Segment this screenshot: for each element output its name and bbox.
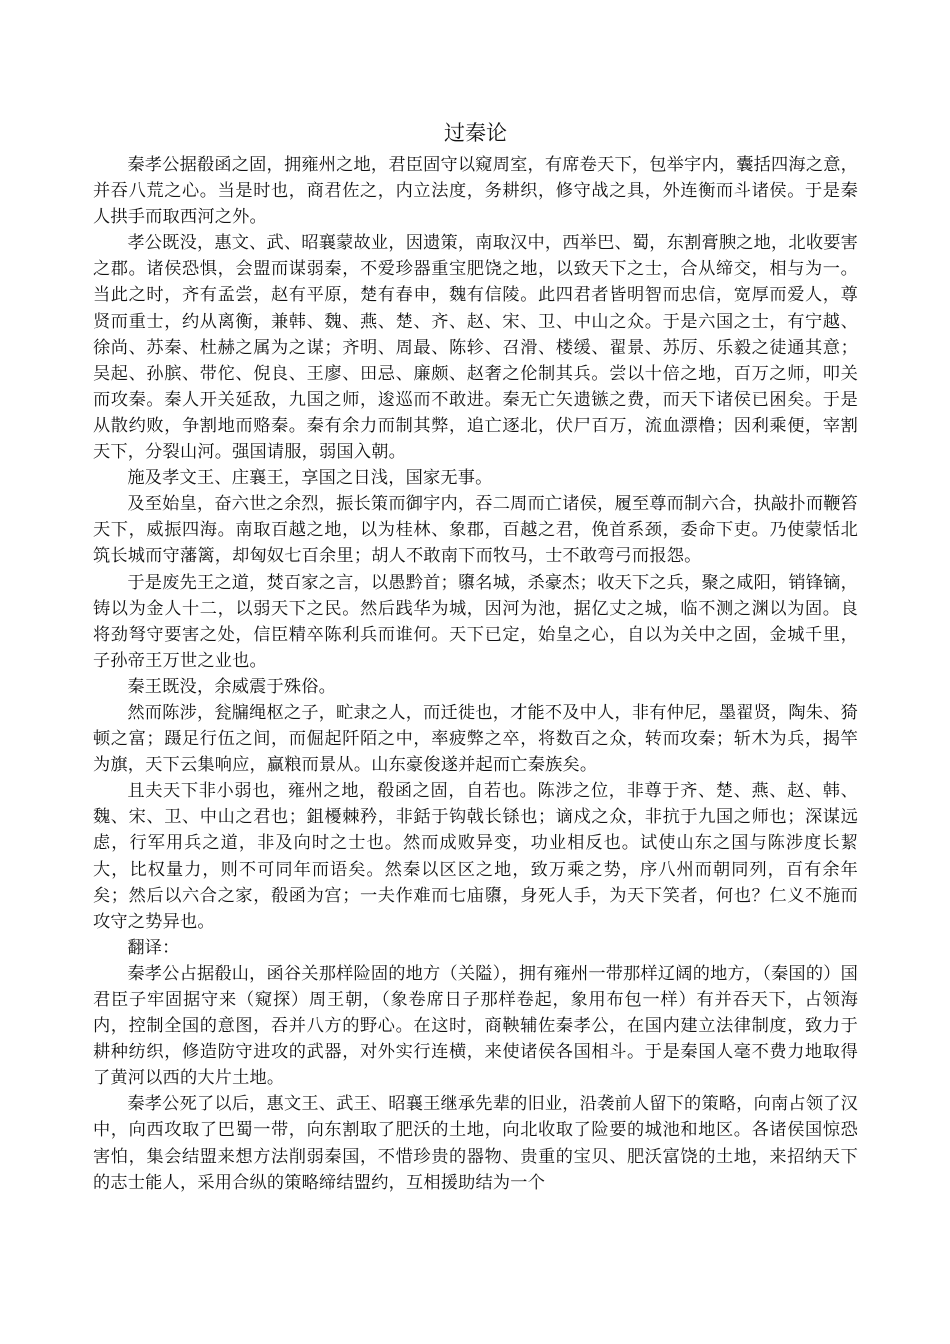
paragraph-8: 且夫天下非小弱也，雍州之地，殽函之固，自若也。陈涉之位，非尊于齐、楚、燕、赵、韩、魏、宋、卫、中山之君也；鉏櫌棘矜，非銛于钩戟长铩也；谪戍之众，非抗于九国之师也；深谋远虑，行军用兵之道，非及向时之士也。然而成败异变，功业相反也。试使山东之国与陈涉度长絜大，比权量力，则不可同年而语矣。然秦以区区之地，致万乘之势，序八州而朝同列，百有余年矣；然后以六合之家，殽函为宫；一夫作难而七庙隳，身死人手，为天下笑者，何也？仁义不施而攻守之势异也。 (93, 781, 858, 932)
paragraph-5: 于是废先王之道，焚百家之言，以愚黔首；隳名城，杀豪杰；收天下之兵，聚之咸阳，销锋镝，铸以为金人十二，以弱天下之民。然后践华为城，因河为池，据亿丈之城，临不测之渊以为固。良将劲弩守要害之处，信臣精卒陈利兵而谁何。天下已定，始皇之心，自以为关中之固，金城千里，子孙帝王万世之业也。 (93, 572, 858, 671)
paragraph-2: 孝公既没，惠文、武、昭襄蒙故业，因遗策，南取汉中，西举巴、蜀，东割膏腴之地，北收要害之郡。诸侯恐惧，会盟而谋弱秦，不爱珍器重宝肥饶之地，以致天下之士，合从缔交，相与为一。当此之时，齐有孟尝，赵有平原，楚有春申，魏有信陵。此四君者皆明智而忠信，宽厚而爱人，尊贤而重士，约从离衡，兼韩、魏、燕、楚、齐、赵、宋、卫、中山之众。于是六国之士，有宁越、徐尚、苏秦、杜赫之属为之谋；齐明、周最、陈轸、召滑、楼缓、翟景、苏厉、乐毅之徒通其意；吴起、孙膑、带佗、倪良、王廖、田忌、廉颇、赵奢之伦制其兵。尝以十倍之地，百万之师，叩关而攻秦。秦人开关延敌，九国之师，逡巡而不敢进。秦无亡矢遗镞之费，而天下诸侯已困矣。于是从散约败，争割地而赂秦。秦有余力而制其弊，追亡逐北，伏尸百万，流血漂橹；因利乘便，宰割天下，分裂山河。强国请服，弱国入朝。 (93, 233, 858, 463)
paragraph-3: 施及孝文王、庄襄王，享国之日浅，国家无事。 (127, 468, 493, 489)
paragraph-7: 然而陈涉，瓮牖绳枢之子，甿隶之人，而迁徙也，才能不及中人，非有仲尼，墨翟贤，陶朱、猗顿之富；蹑足行伍之间，而倔起阡陌之中，率疲弊之卒，将数百之众，转而攻秦；斩木为兵，揭竿为旗，天下云集响应，赢粮而景从。山东豪俊遂并起而亡秦族矣。 (93, 702, 858, 776)
translation-heading: 翻译： (127, 937, 180, 958)
paragraph-1: 秦孝公据殽函之固，拥雍州之地，君臣固守以窥周室，有席卷天下，包举宇内，囊括四海之意，并吞八荒之心。当是时也，商君佐之，内立法度，务耕织，修守战之具，外连衡而斗诸侯。于是秦人拱手而取西河之外。 (93, 155, 858, 228)
document-title: 过秦论 (444, 121, 507, 145)
translation-paragraph-2: 秦孝公死了以后，惠文王、武王、昭襄王继承先辈的旧业，沿袭前人留下的策略，向南占领了汉中，向西攻取了巴蜀一带，向东割取了肥沃的土地，向北收取了险要的城池和地区。各诸侯国惊恐害怕，集会结盟来想方法削弱秦国，不惜珍贵的器物、贵重的宝贝、肥沃富饶的土地，来招纳天下的志士能人，采用合纵的策略缔结盟约，互相援助结为一个 (93, 1094, 858, 1193)
paragraph-6: 秦王既没，余威震于殊俗。 (127, 676, 337, 697)
paragraph-4: 及至始皇，奋六世之余烈，振长策而御宇内，吞二周而亡诸侯，履至尊而制六合，执敲扑而鞭笞天下，威振四海。南取百越之地，以为桂林、象郡，百越之君，俛首系颈，委命下吏。乃使蒙恬北筑长城而守藩篱，却匈奴七百余里；胡人不敢南下而牧马，士不敢弯弓而报怨。 (93, 494, 858, 567)
translation-paragraph-1: 秦孝公占据殽山，函谷关那样险固的地方（关隘），拥有雍州一带那样辽阔的地方，（秦国的）国君臣子牢固据守来（窥探）周王朝，（象卷席日子那样卷起，象用布包一样）有并吞天下，占领海内，控制全国的意图，吞并八方的野心。在这时，商鞅辅佐秦孝公，在国内建立法律制度，致力于耕种纺织，修造防守进攻的武器，对外实行连横，来使诸侯各国相斗。于是秦国人毫不费力地取得了黄河以西的大片土地。 (93, 963, 858, 1089)
